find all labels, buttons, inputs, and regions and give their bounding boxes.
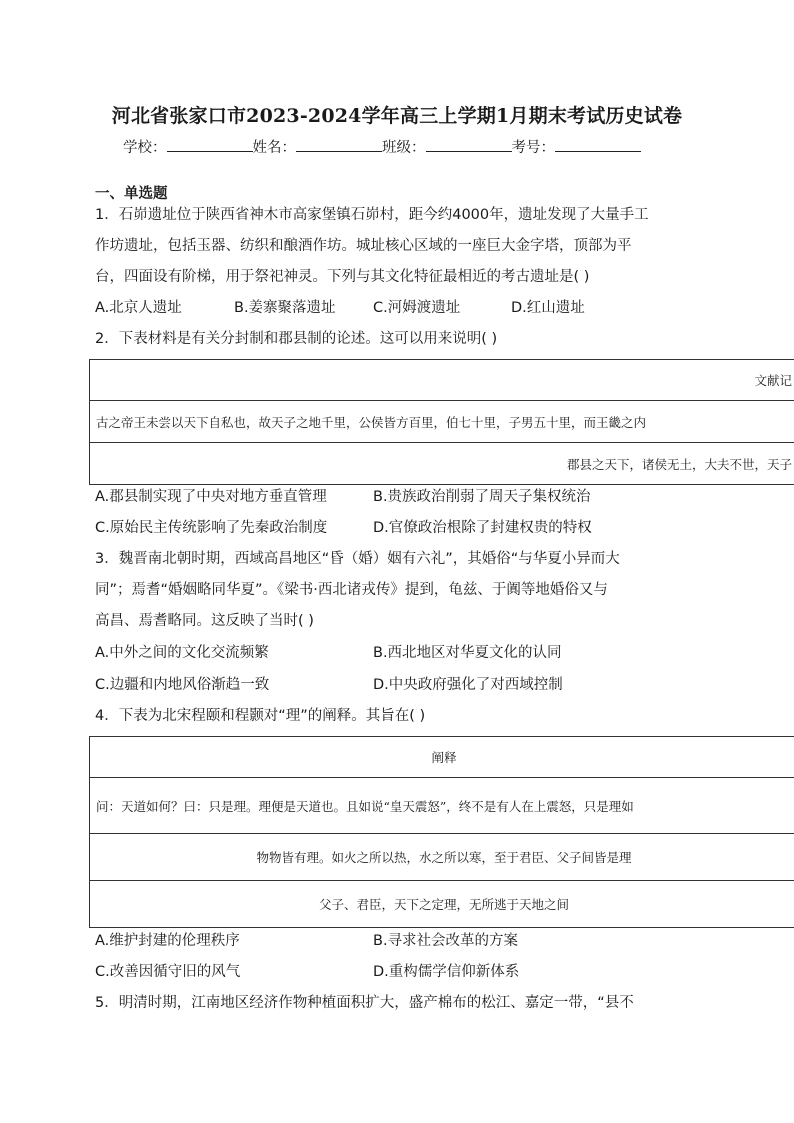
q2-option-b[interactable]: B.贵族政治削弱了周天子集权统治 [373, 489, 591, 505]
q3-option-c[interactable]: C.边疆和内地风俗渐趋一致 [95, 677, 270, 693]
q1-option-b[interactable]: B.姜寨聚落遗址 [234, 300, 336, 316]
school-label: 学校： [123, 140, 167, 156]
q4-material-table [89, 736, 794, 928]
q4-option-c[interactable]: C.改善因循守旧的风气 [95, 964, 241, 980]
q2-table-header: 文献记 [754, 373, 792, 388]
exam-title: 河北省张家口市2023-2024学年高三上学期1月期末考试历史试卷 [111, 105, 683, 127]
student-info-fields [123, 136, 641, 157]
school-blank[interactable] [167, 137, 253, 152]
q1-option-a[interactable]: A.北京人遗址 [95, 300, 182, 316]
q1-line-3: 台，四面设有阶梯，用于祭祀神灵。下列与其文化特征最相近的考古遗址是( ) [95, 269, 590, 285]
q1-option-d[interactable]: D.红山遗址 [511, 300, 585, 316]
exam-number-blank[interactable] [555, 137, 641, 152]
q3-line-3: 高昌、焉耆略同。这反映了当时( ) [95, 613, 314, 629]
q4-table-row-1: 问：天道如何？曰：只是理。理便是天道也。且如说“皇天震怒”，终不是有人在上震怒，只是理如 [96, 798, 634, 814]
q2-option-d[interactable]: D.官僚政治根除了封建权贵的特权 [373, 520, 592, 536]
q2-table-row-2: 郡县之天下，诸侯无土，大夫不世，天子 [566, 456, 792, 472]
q4-stem: 4．下表为北宋程颐和程颢对“理”的阐释。其旨在( ) [95, 708, 426, 724]
q5-line-1: 5．明清时期，江南地区经济作物种植面积扩大，盛产棉布的松江、嘉定一带，“县不 [95, 995, 634, 1011]
q3-line-1: 3．魏晋南北朝时期，西域高昌地区“昏（婚）姻有六礼”，其婚俗“与华夏小异而大 [95, 551, 620, 567]
q2-table-row-1: 古之帝王未尝以天下自私也，故天子之地千里，公侯皆方百里，伯七十里，子男五十里，而王畿之内 [96, 414, 647, 430]
q3-option-d[interactable]: D.中央政府强化了对西域控制 [373, 677, 563, 693]
class-blank[interactable] [426, 137, 512, 152]
q2-option-c[interactable]: C.原始民主传统影响了先秦政治制度 [95, 520, 328, 536]
q4-table-row-3: 父子、君臣，天下之定理，无所逃于天地之间 [318, 897, 569, 912]
exam-number-label: 考号： [511, 140, 555, 156]
q4-option-d[interactable]: D.重构儒学信仰新体系 [373, 964, 520, 980]
q1-line-2: 作坊遗址，包括玉器、纺织和酿酒作坊。城址核心区域的一座巨大金字塔，顶部为平 [95, 238, 632, 254]
q1-line-1: 1．石峁遗址位于陕西省神木市高家堡镇石峁村，距今约4000年，遗址发现了大量手工 [95, 207, 649, 223]
q4-table-header: 阐释 [431, 750, 457, 765]
name-blank[interactable] [296, 137, 382, 152]
name-label: 姓名： [252, 140, 296, 156]
q3-line-2: 同”；焉耆“婚姻略同华夏”。《梁书·西北诸戎传》提到，龟兹、于阗等地婚俗又与 [95, 582, 608, 598]
q2-option-a[interactable]: A.郡县制实现了中央对地方垂直管理 [95, 489, 327, 505]
q3-option-a[interactable]: A.中外之间的文化交流频繁 [95, 645, 269, 661]
q3-option-b[interactable]: B.西北地区对华夏文化的认同 [373, 645, 562, 661]
q4-table-row-2: 物物皆有理。如火之所以热，水之所以寒，至于君臣、父子间皆是理 [256, 850, 632, 865]
q1-option-c[interactable]: C.河姆渡遗址 [373, 300, 461, 316]
q4-option-b[interactable]: B.寻求社会改革的方案 [373, 933, 519, 949]
section-heading: 一、单选题 [95, 186, 168, 202]
class-label: 班级： [382, 140, 426, 156]
q2-stem: 2．下表材料是有关分封制和郡县制的论述。这可以用来说明( ) [95, 331, 498, 347]
q2-material-table [89, 359, 794, 485]
q4-option-a[interactable]: A.维护封建的伦理秩序 [95, 933, 240, 949]
